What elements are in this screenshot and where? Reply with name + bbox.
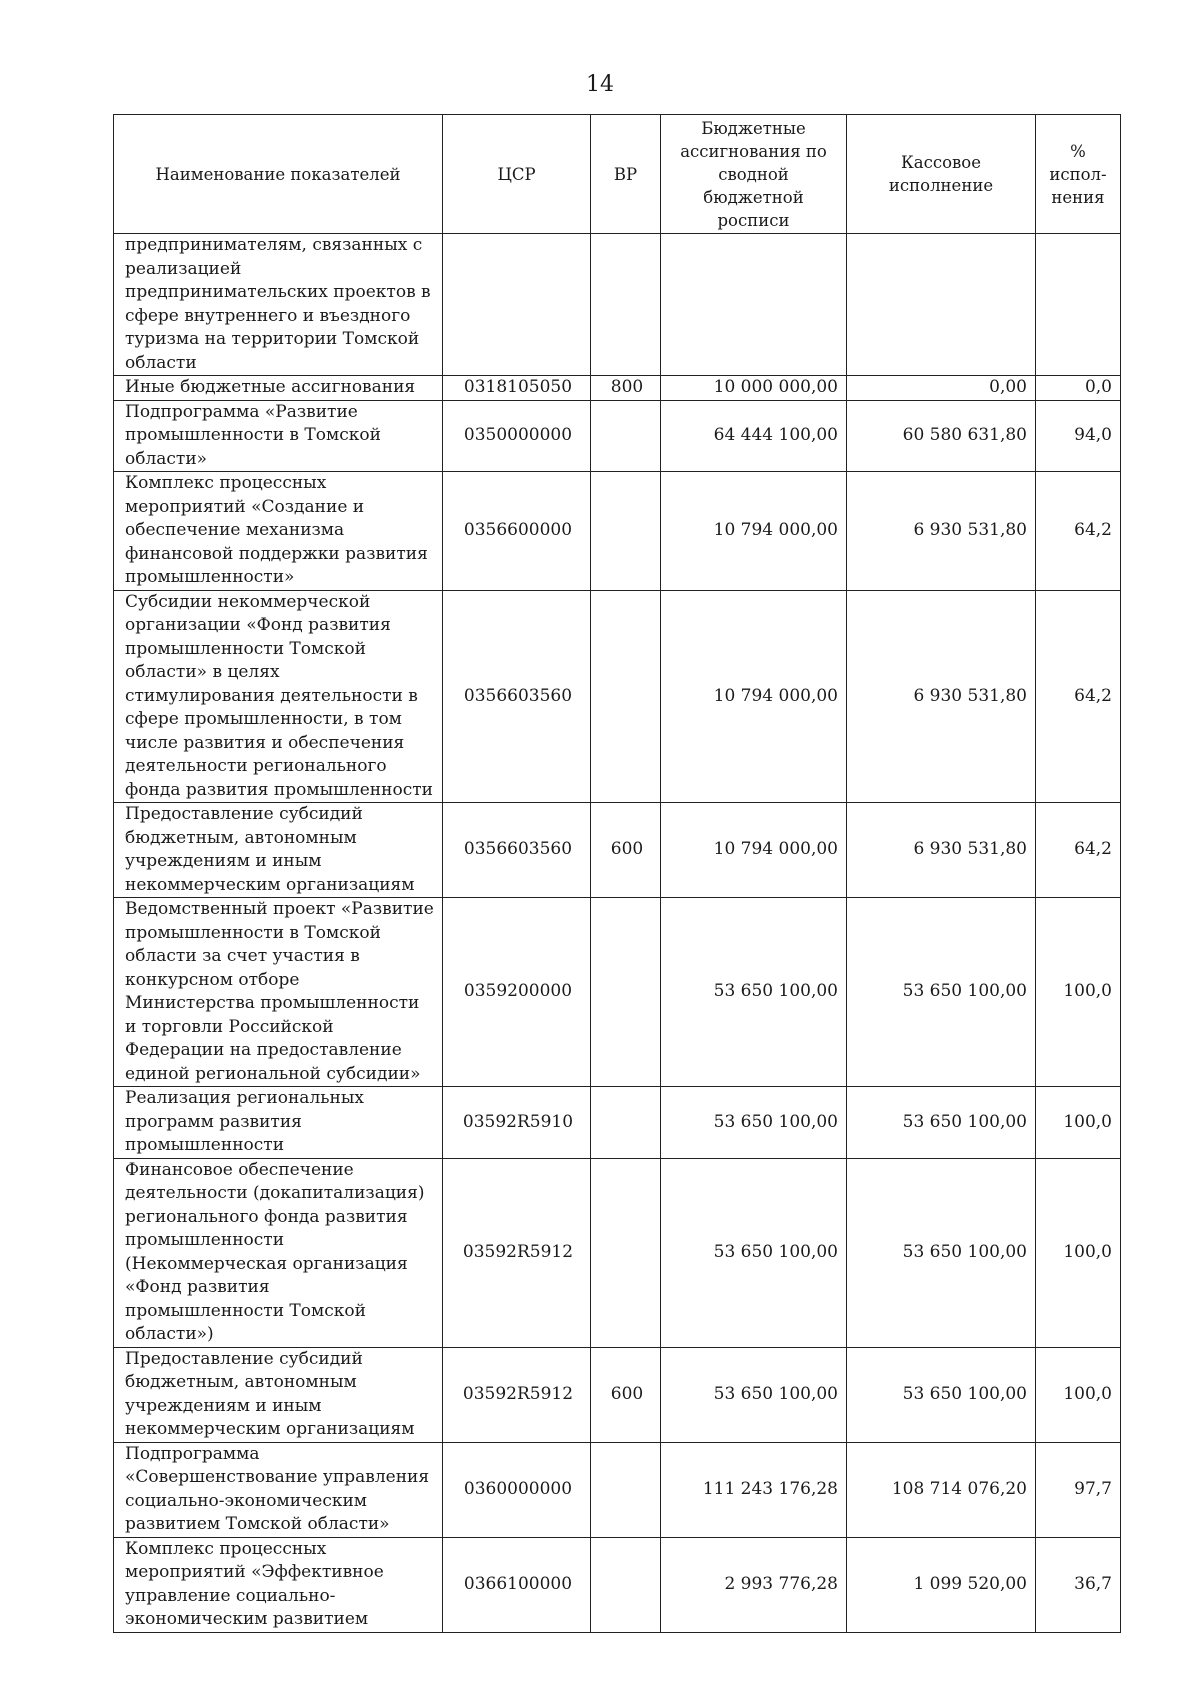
row-csr: 0356603560 xyxy=(443,590,591,803)
row-percent: 100,0 xyxy=(1036,898,1121,1087)
row-percent: 64,2 xyxy=(1036,590,1121,803)
row-csr xyxy=(443,234,591,376)
row-budget: 53 650 100,00 xyxy=(661,1347,847,1442)
row-vr xyxy=(591,1442,661,1537)
row-budget: 53 650 100,00 xyxy=(661,1087,847,1159)
budget-execution-table xyxy=(113,114,1121,1633)
row-percent: 100,0 xyxy=(1036,1087,1121,1159)
table-row xyxy=(114,1537,1121,1632)
row-cash: 6 930 531,80 xyxy=(847,590,1036,803)
row-budget: 10 000 000,00 xyxy=(661,376,847,401)
row-name: Иные бюджетные ассигнования xyxy=(114,376,443,401)
table-row xyxy=(114,376,1121,401)
row-cash: 53 650 100,00 xyxy=(847,1347,1036,1442)
table-row xyxy=(114,803,1121,898)
table-header-row xyxy=(114,115,1121,234)
row-vr: 600 xyxy=(591,1347,661,1442)
table-row xyxy=(114,400,1121,472)
row-vr xyxy=(591,1087,661,1159)
row-vr xyxy=(591,590,661,803)
row-name: Комплекс процессных мероприятий «Создание и обеспечение механизма финансовой поддержки развития промышленности» xyxy=(114,472,443,591)
row-budget: 10 794 000,00 xyxy=(661,590,847,803)
row-vr xyxy=(591,1537,661,1632)
header-budget: Бюджетные ассигнования по сводной бюджетной росписи xyxy=(661,115,847,234)
row-csr: 0318105050 xyxy=(443,376,591,401)
row-name: Ведомственный проект «Развитие промышленности в Томской области за счет участия в конкурсном отборе Министерства промышленности и торговли Российской Федерации на предоставление единой региональной субсидии» xyxy=(114,898,443,1087)
header-csr: ЦСР xyxy=(443,115,591,234)
row-name: Комплекс процессных мероприятий «Эффективное управление социально-экономическим развитием xyxy=(114,1537,443,1632)
row-budget: 10 794 000,00 xyxy=(661,803,847,898)
row-percent: 100,0 xyxy=(1036,1158,1121,1347)
row-cash: 108 714 076,20 xyxy=(847,1442,1036,1537)
table-row xyxy=(114,1347,1121,1442)
row-cash: 53 650 100,00 xyxy=(847,898,1036,1087)
row-cash: 6 930 531,80 xyxy=(847,803,1036,898)
row-percent: 100,0 xyxy=(1036,1347,1121,1442)
row-vr xyxy=(591,472,661,591)
table-row xyxy=(114,898,1121,1087)
row-name: предпринимателям, связанных с реализацией предпринимательских проектов в сфере внутреннего и въездного туризма на территории Томской области xyxy=(114,234,443,376)
row-percent: 97,7 xyxy=(1036,1442,1121,1537)
row-percent: 94,0 xyxy=(1036,400,1121,472)
header-name: Наименование показателей xyxy=(114,115,443,234)
header-cash: Кассовое исполнение xyxy=(847,115,1036,234)
row-cash: 0,00 xyxy=(847,376,1036,401)
row-cash xyxy=(847,234,1036,376)
row-budget: 10 794 000,00 xyxy=(661,472,847,591)
table-row xyxy=(114,234,1121,376)
row-csr: 0350000000 xyxy=(443,400,591,472)
row-csr: 0360000000 xyxy=(443,1442,591,1537)
row-csr: 03592R5910 xyxy=(443,1087,591,1159)
row-vr: 800 xyxy=(591,376,661,401)
table-row xyxy=(114,472,1121,591)
row-vr xyxy=(591,234,661,376)
row-percent: 0,0 xyxy=(1036,376,1121,401)
row-name: Финансовое обеспечение деятельности (докапитализация) регионального фонда развития промышленности (Некоммерческая организация «Фонд развития промышленности Томской области») xyxy=(114,1158,443,1347)
row-vr: 600 xyxy=(591,803,661,898)
row-csr: 03592R5912 xyxy=(443,1347,591,1442)
row-name: Подпрограмма «Развитие промышленности в Томской области» xyxy=(114,400,443,472)
row-name: Предоставление субсидий бюджетным, автономным учреждениям и иным некоммерческим организациям xyxy=(114,1347,443,1442)
row-csr: 0356600000 xyxy=(443,472,591,591)
header-vr: ВР xyxy=(591,115,661,234)
row-csr: 03592R5912 xyxy=(443,1158,591,1347)
row-cash: 53 650 100,00 xyxy=(847,1158,1036,1347)
header-percent: % испол-нения xyxy=(1036,115,1121,234)
row-name: Подпрограмма «Совершенствование управления социально-экономическим развитием Томской области» xyxy=(114,1442,443,1537)
page-number: 14 xyxy=(586,72,614,97)
row-cash: 60 580 631,80 xyxy=(847,400,1036,472)
row-name: Реализация региональных программ развития промышленности xyxy=(114,1087,443,1159)
row-vr xyxy=(591,898,661,1087)
row-percent: 64,2 xyxy=(1036,472,1121,591)
row-budget xyxy=(661,234,847,376)
row-vr xyxy=(591,1158,661,1347)
table-row xyxy=(114,590,1121,803)
row-cash: 6 930 531,80 xyxy=(847,472,1036,591)
row-cash: 53 650 100,00 xyxy=(847,1087,1036,1159)
row-percent xyxy=(1036,234,1121,376)
table-row xyxy=(114,1442,1121,1537)
row-vr xyxy=(591,400,661,472)
row-csr: 0359200000 xyxy=(443,898,591,1087)
row-budget: 53 650 100,00 xyxy=(661,898,847,1087)
row-budget: 53 650 100,00 xyxy=(661,1158,847,1347)
table-row xyxy=(114,1158,1121,1347)
row-budget: 2 993 776,28 xyxy=(661,1537,847,1632)
row-cash: 1 099 520,00 xyxy=(847,1537,1036,1632)
row-name: Предоставление субсидий бюджетным, автономным учреждениям и иным некоммерческим организациям xyxy=(114,803,443,898)
row-percent: 64,2 xyxy=(1036,803,1121,898)
row-budget: 111 243 176,28 xyxy=(661,1442,847,1537)
row-percent: 36,7 xyxy=(1036,1537,1121,1632)
row-budget: 64 444 100,00 xyxy=(661,400,847,472)
row-csr: 0366100000 xyxy=(443,1537,591,1632)
row-name: Субсидии некоммерческой организации «Фонд развития промышленности Томской области» в целях стимулирования деятельности в сфере промышленности, в том числе развития и обеспечения деятельности регионального фонда развития промышленности xyxy=(114,590,443,803)
table-row xyxy=(114,1087,1121,1159)
row-csr: 0356603560 xyxy=(443,803,591,898)
